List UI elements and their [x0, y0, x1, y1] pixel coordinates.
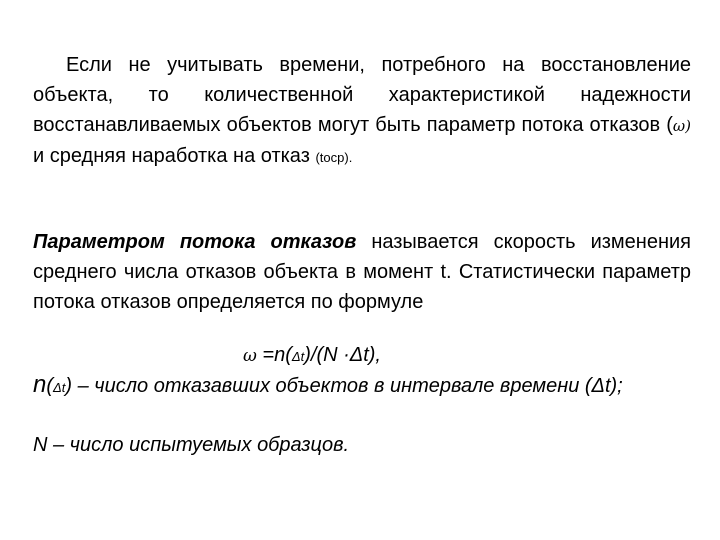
paragraph1-and-text: и средняя наработка на отказ: [33, 145, 316, 167]
definition-N: [33, 430, 691, 460]
omega-paren-close: ): [685, 117, 691, 135]
tocp-subscript: ocp: [323, 150, 345, 165]
definition-n-text: ) – число отказавших объектов в интервале времени (Δt);: [65, 375, 623, 397]
definition-N-text: N – число испытуемых образцов.: [33, 434, 350, 456]
omega-symbol: ω: [672, 117, 686, 135]
paragraph2-text: называется скорость изменения среднего числа отказов объекта в момент t. Статистически параметр потока отказов определяется по формуле: [33, 231, 691, 313]
paragraph1-text: Если не учитывать времени, потребного на восстановление объекта, то количественной характеристикой надежности восстанавливаемых объектов могут быть параметр потока отказов (: [33, 54, 691, 136]
formula-delta-t: Δt: [291, 349, 305, 364]
definition-n-delta-t: Δt: [53, 380, 66, 395]
definition-n-symbol: n: [33, 371, 47, 398]
formula-part1: =n(: [256, 344, 292, 366]
tocp-open-paren: (: [315, 150, 320, 165]
tocp-t: t: [319, 150, 324, 165]
formula-omega-symbol: ω: [243, 346, 257, 366]
paragraph-failure-flow-definition: [33, 227, 691, 317]
formula-part2: )/(N ·Δt),: [304, 344, 381, 366]
term-failure-flow-parameter: Параметром потока отказов: [33, 231, 357, 253]
definition-n: [33, 370, 691, 403]
tocp-close: ).: [344, 150, 353, 165]
paragraph-reliability-characteristics: [33, 50, 691, 173]
definition-n-open: (: [46, 375, 54, 397]
formula-omega: [243, 340, 381, 372]
slide-page: [33, 0, 691, 540]
